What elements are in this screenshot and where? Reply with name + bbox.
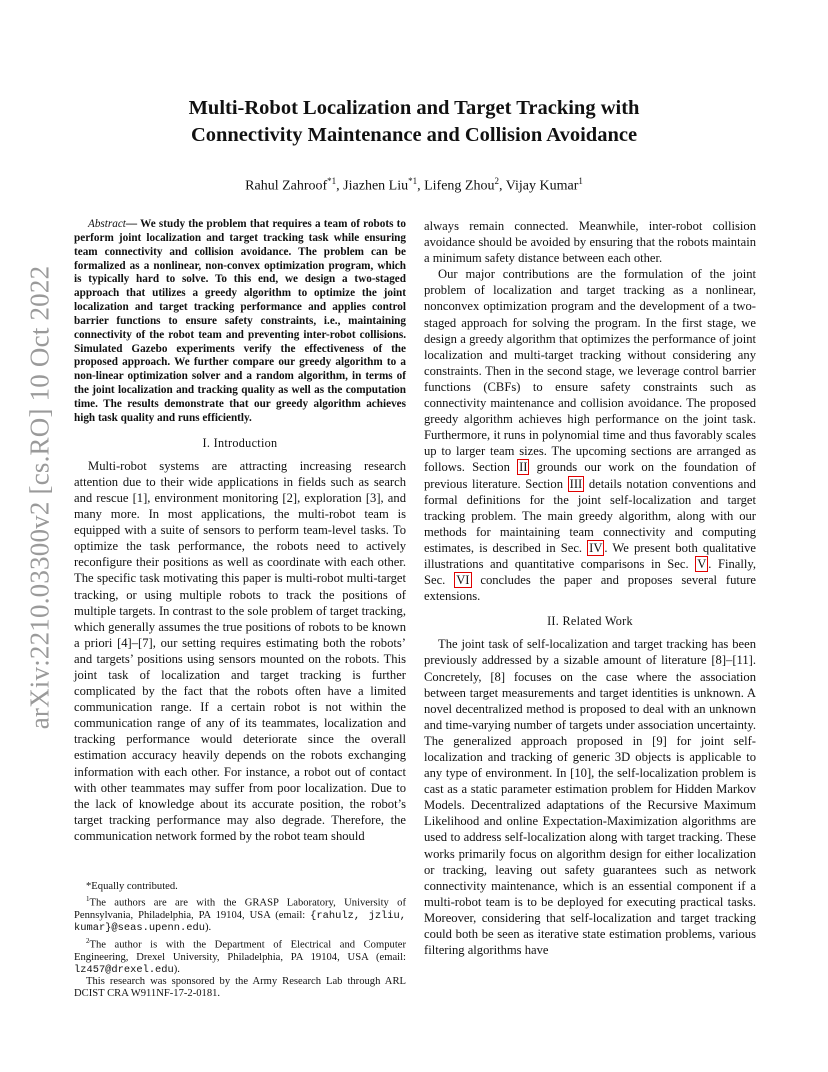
related-work-paragraph: The joint task of self-localization and target tracking has been previously addressed by a sizable amount of literature [8]–[11]. Concretely, [8] focuses on the case where the association between target measurements and target identities is unknown. A novel decentralized method is proposed to deal with an unknown and time-varying number of targets under association uncertainty. The generalized approach proposed in [9] for joint self-localization and tracking of generic 3D objects is applicable to any type of environment. In [10], the self-localization problem is cast as a static parameter estimation problem for Hidden Markov Models. Decentralized adaptations of the Recursive Maximum Likelihood and online Expectation-Maximization algorithms are used to address self-localization along with target tracking. These works primarily focus on algorithm design for either localization or tracking, leaving out safety guarantees such as network connectivity maintenance, which is an essential component if a multi-robot team is to be deployed for executing practical tasks. Moreover, considering that self-localization and target tracking could both be seen as iterative state estimation problems, various filtering algorithms have	[424, 637, 756, 958]
footnote-affiliation-2	[74, 935, 406, 976]
author-list	[80, 172, 748, 196]
section-heading-related-work: II. Related Work	[547, 614, 633, 629]
author-name: , Jiazhen Liu	[336, 178, 409, 194]
paragraph-text: . We present both qualitative illustrations and quantitative comparisons in Sec.	[424, 540, 756, 571]
author-name: Rahul Zahroof	[245, 178, 328, 194]
author-affiliation-mark: *1	[327, 176, 337, 186]
paragraph-text: Our major contributions are the formulation of the joint problem of localization and target tracking as a nonlinear, nonconvex optimization program and the development of a two-staged approach for solving the program. In the first stage, we design a greedy algorithm that optimizes the performance of joint localization and multi-target tracking without considering any constraints. Then in the second stage, we leverage control barrier functions (CBFs) to ensure safety constraints such as connectivity maintenance and collision avoidance. The proposed greedy algorithm achieves high performance on the joint task. Furthermore, it runs in polynomial time and thus favorably scales up to larger team sizes. The upcoming sections are arranged as follows. Section	[424, 267, 756, 475]
introduction-paragraph-continued: always remain connected. Meanwhile, inter-robot collision avoidance should be avoided by ensuring that the robots maintain a minimum safety distance between each other.	[424, 219, 756, 266]
section-link-vi[interactable]: VI	[456, 573, 470, 588]
paragraph-text: concludes the paper and proposes several future extensions.	[424, 573, 756, 604]
right-column	[424, 218, 756, 958]
title-line-1: Multi-Robot Localization and Target Tracking with	[188, 97, 640, 119]
footnote-text: ).	[204, 922, 212, 934]
contributions-paragraph	[424, 266, 756, 604]
section-link-iii[interactable]: III	[569, 476, 583, 491]
section-link-ii[interactable]: II	[519, 460, 528, 475]
arxiv-identifier	[14, 265, 66, 729]
footnote-mark: 1	[86, 895, 90, 904]
paper-title	[80, 95, 748, 149]
footnote-mark: 2	[86, 936, 90, 945]
footnote-text: The authors are are with the GRASP Laboratory, University of Pennsylvania, Philadelphia, PA 19104, USA (email:	[74, 897, 406, 922]
abstract-text: — We study the problem that requires a team of robots to perform joint localization and target tracking task while ensuring team connectivity and collision avoidance. The problem can be formalized as a nonlinear, non-convex optimization program, which is typically hard to solve. To this end, we design a two-staged approach that utilizes a greedy algorithm to optimize the joint localization and target tracking performance and applies control barrier functions to ensure safety constraints, i.e., maintaining connectivity of the robot team and preventing inter-robot collisions. Simulated Gazebo experiments verify the effectiveness of the proposed approach. We further compare our greedy algorithm to a non-linear optimization solver and a random algorithm, in terms of the joint localization and tracking quality as well as the computation time. The results demonstrate that our greedy algorithm achieves high task quality and runs efficiently.	[74, 218, 406, 424]
title-line-2: Connectivity Maintenance and Collision Avoidance	[190, 124, 638, 146]
section-link-iv[interactable]: IV	[589, 540, 603, 555]
arxiv-identifier-text: arXiv:2210.03300v2 [cs.RO] 10 Oct 2022	[24, 265, 55, 729]
footnotes	[74, 881, 406, 1001]
section-link-v[interactable]: V	[697, 556, 707, 571]
abstract-heading: Abstract	[88, 218, 126, 230]
abstract	[74, 218, 406, 426]
paragraph-text: details notation conventions and formal definitions for the joint self-localization and target tracking problem. The main greedy algorithm, along with our methods for maintaining team connectivity and computing estimates, is described in Sec.	[424, 476, 756, 555]
footnote-text: ).	[173, 963, 180, 975]
author-affiliation-mark: 2	[494, 176, 499, 186]
author-name: , Lifeng Zhou	[417, 178, 495, 194]
footnote-text: The author is with the Department of Electrical and Computer Engineering, Drexel University, Philadelphia, PA 19104, USA (email:	[74, 939, 406, 963]
author-affiliation-mark: *1	[408, 176, 418, 186]
section-heading-introduction: I. Introduction	[202, 435, 278, 450]
paragraph-text: grounds our work on the foundation of previous literature. Section	[424, 460, 756, 491]
footnote-funding: This research was sponsored by the Army Research Lab through ARL DCIST CRA W911NF-17-2-0181.	[74, 976, 406, 1000]
footnote-equal-contribution: *Equally contributed.	[86, 881, 178, 892]
email-address: {rahulz, jzliu, kumar}@seas.upenn.edu	[74, 910, 407, 935]
paragraph-text: . Finally, Sec.	[424, 556, 757, 588]
footnote-affiliation-1	[74, 893, 406, 934]
left-column	[74, 218, 406, 844]
author-name: , Vijay Kumar	[498, 178, 579, 194]
email-address: lz457@drexel.edu	[74, 963, 174, 976]
introduction-paragraph: Multi-robot systems are attracting increasing research attention due to their wide applications in fields such as search and rescue [1], environment monitoring [2], exploration [3], and many more. In most applications, the multi-robot team is equipped with a suite of sensors to perform team-level tasks. To optimize the task performance, the robots need to actively reconfigure their positions as well as coordinate with each other. The specific task motivating this paper is multi-robot multi-target tracking, or using multiple robots to track the positions of multiple targets. In contrast to the sole problem of target tracking, which generally assumes the true positions of robots to be known a priori [4]–[7], our setting requires estimating both the robots’ and targets’ positions using sensors mounted on the robots. This joint task of localization and target tracking is further complicated by the fact that the robots often have a limited communication range. If a certain robot is not within the communication range of any of its teammates, localization and tracking performance would deteriorate since the overall estimation accuracy heavily depends on the robots exchanging information with each other. For instance, a robot out of contact with other teammates may suffer from poor localization. Due to the lack of knowledge about its accurate position, the robot’s target tracking performance may also degrade. Therefore, the communication network formed by the robot team should	[74, 458, 406, 843]
author-affiliation-mark: 1	[578, 176, 583, 186]
